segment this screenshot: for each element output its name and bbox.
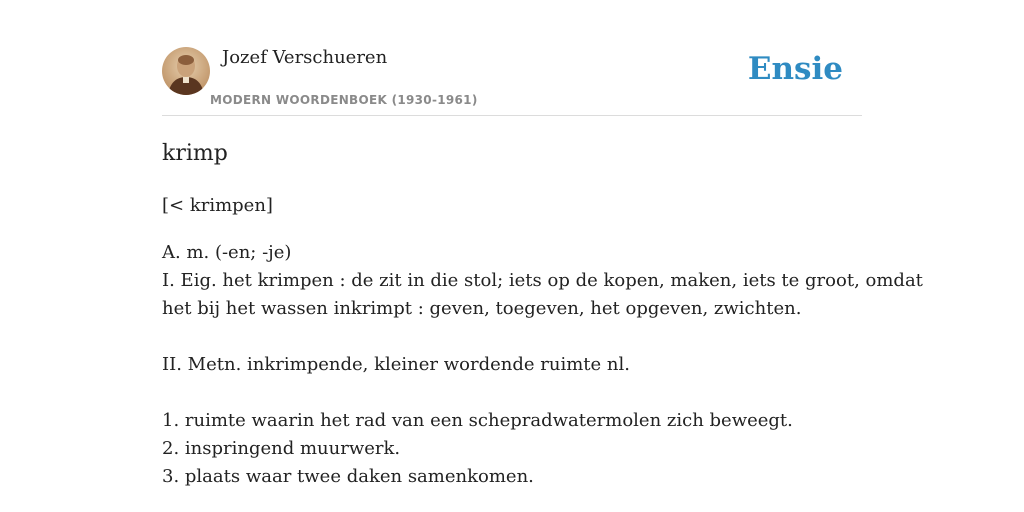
definitions [162,239,923,491]
source-label[interactable]: MODERN WOORDENBOEK (1930-1961) [210,93,478,107]
sense-2: II. Metn. inkrimpende, kleiner wordende ruimte nl. [162,354,630,375]
entry-header [162,44,862,116]
etymology [162,192,862,220]
list-item: 1. ruimte waarin het rad van een schepradwatermolen zich beweegt. [162,410,793,431]
portrait-photo-icon [162,47,210,95]
spacer [162,323,862,351]
author-avatar[interactable] [162,47,210,95]
spacer [162,379,862,407]
brand-logo[interactable]: Ensie [747,51,843,87]
entry-title: krimp [162,141,228,166]
author-name[interactable]: Jozef Verschueren [222,47,388,68]
list-item: 3. plaats waar twee daken samenkomen. [162,466,534,487]
grammar-line: A. m. (-en; -je) [162,242,292,263]
etymology-text: [< krimpen] [162,195,273,216]
sense-1-line-1: I. Eig. het krimpen : de zit in die stol; iets op de kopen, maken, iets te groot, omdat [162,270,923,291]
list-item: 2. inspringend muurwerk. [162,438,401,459]
sense-1-line-2: het bij het wassen inkrimpt : geven, toegeven, het opgeven, zwichten. [162,298,802,319]
entry-card [162,44,923,487]
